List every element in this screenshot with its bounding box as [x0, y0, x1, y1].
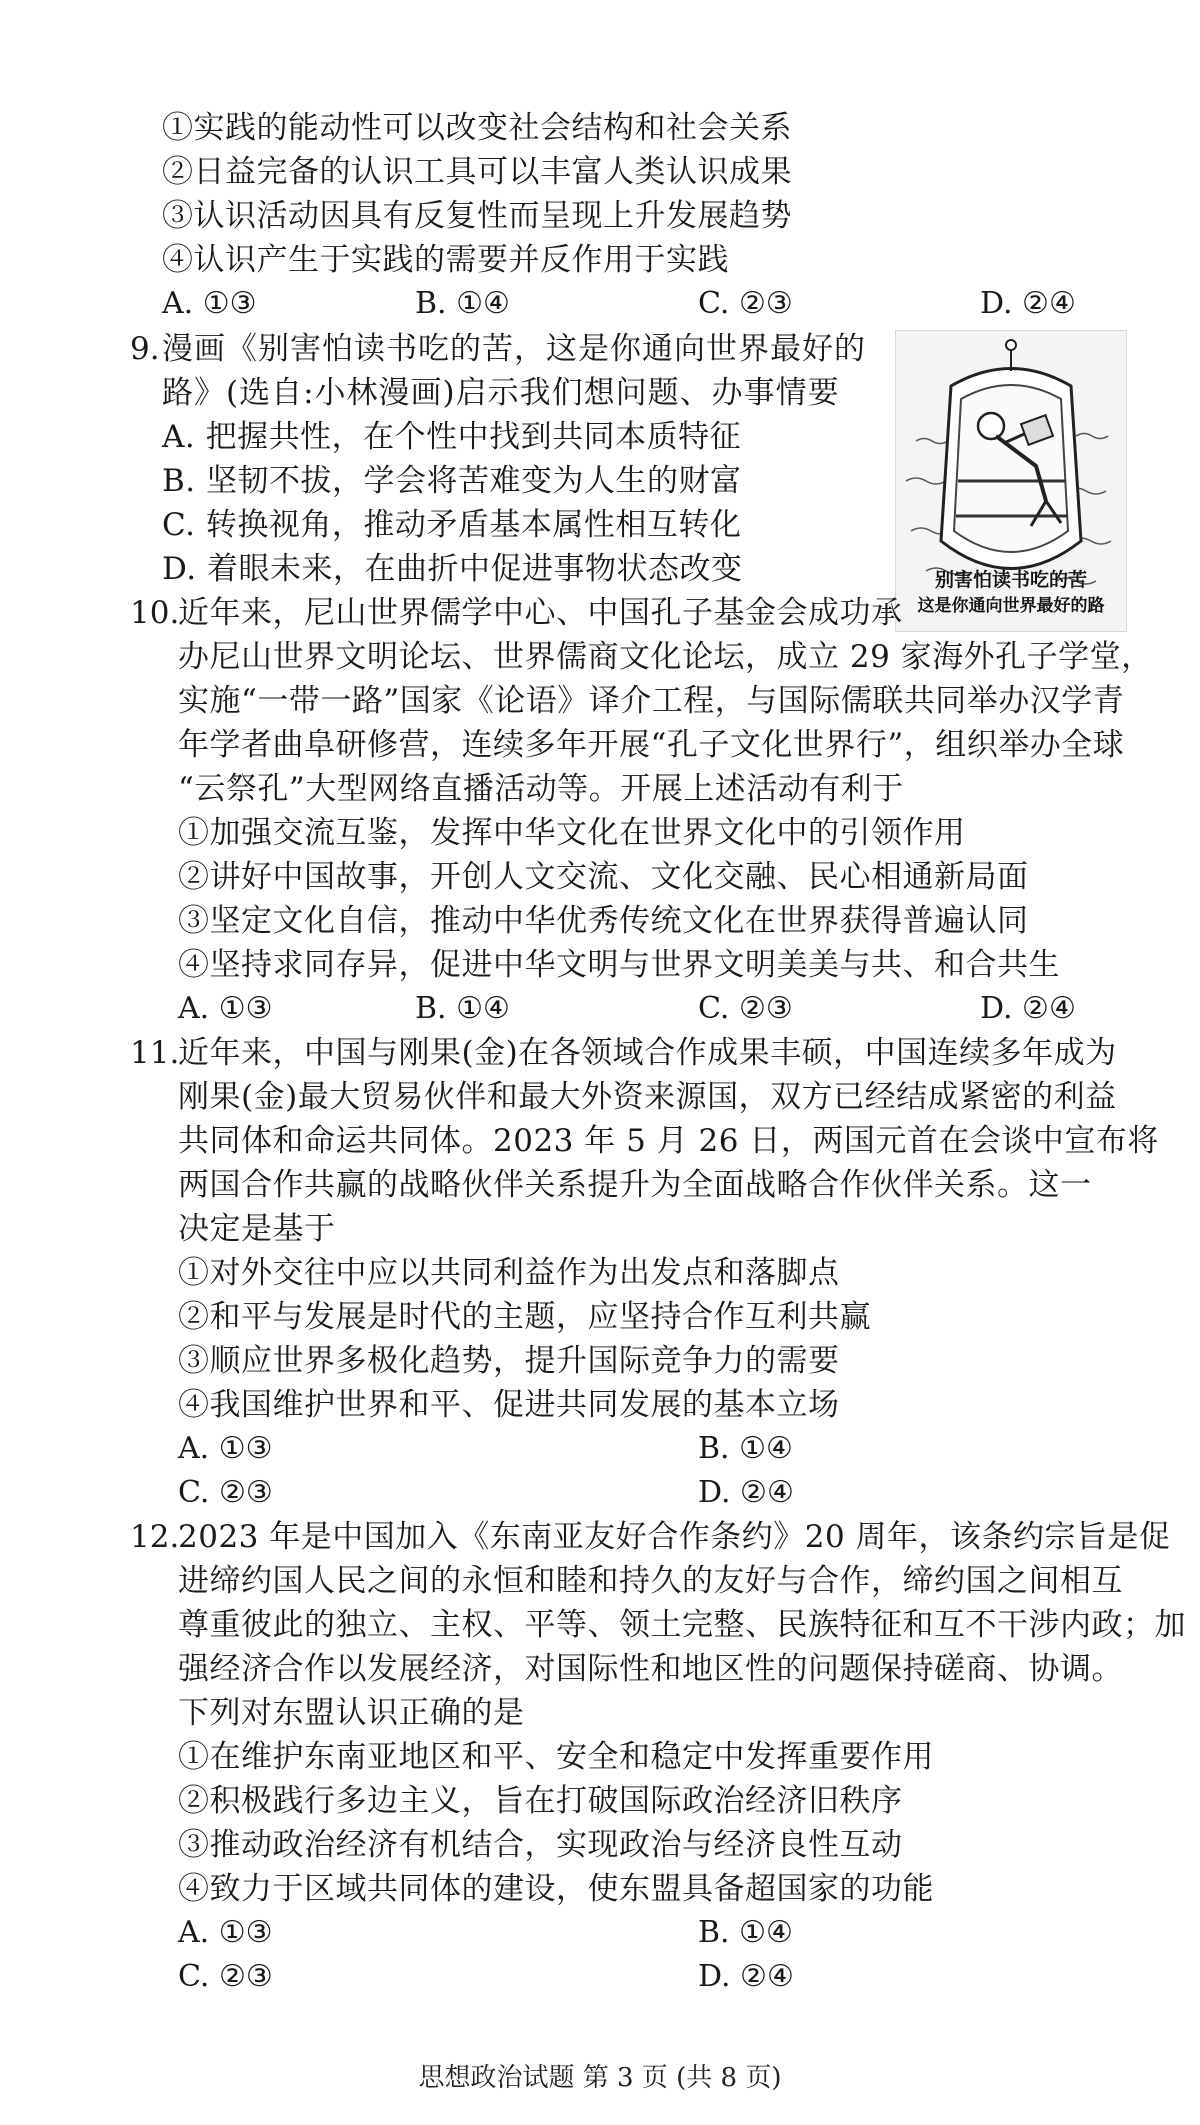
q12-stem-line-2: 进缔约国人民之间的永恒和睦和持久的友好与合作，缔约国之间相互 [178, 1563, 1123, 1599]
q11-option-a[interactable]: A. ①③ [178, 1431, 273, 1466]
q10-statement-3: ③坚定文化自信，推动中华优秀传统文化在世界获得普遍认同 [178, 903, 1029, 939]
q10-option-d[interactable]: D. ②④ [980, 991, 1076, 1026]
q11-number: 11. [130, 1035, 180, 1071]
q8-statement-4: ④认识产生于实践的需要并反作用于实践 [162, 242, 729, 278]
q12-option-b[interactable]: B. ①④ [698, 1915, 793, 1950]
q12-stem-line-4: 强经济合作以发展经济，对国际性和地区性的问题保持磋商、协调。 [178, 1651, 1123, 1687]
q11-statement-2: ②和平与发展是时代的主题，应坚持合作互利共赢 [178, 1299, 871, 1335]
q10-statement-2: ②讲好中国故事，开创人文交流、文化交融、民心相通新局面 [178, 859, 1029, 895]
q11-statement-4: ④我国维护世界和平、促进共同发展的基本立场 [178, 1387, 840, 1423]
q12-option-c[interactable]: C. ②③ [178, 1959, 273, 1994]
q11-stem-line-4: 两国合作共赢的战略伙伴关系提升为全面战略合作伙伴关系。这一 [178, 1167, 1092, 1203]
q8-statement-2: ②日益完备的认识工具可以丰富人类认识成果 [162, 154, 792, 190]
q11-statement-1: ①对外交往中应以共同利益作为出发点和落脚点 [178, 1255, 840, 1291]
q8-option-d[interactable]: D. ②④ [980, 286, 1076, 321]
q11-stem-line-3: 共同体和命运共同体。2023 年 5 月 26 日，两国元首在会谈中宣布将 [178, 1123, 1159, 1159]
q10-option-b[interactable]: B. ①④ [415, 991, 510, 1026]
q11-option-d[interactable]: D. ②④ [698, 1475, 794, 1510]
q11-option-c[interactable]: C. ②③ [178, 1475, 273, 1510]
q8-option-c[interactable]: C. ②③ [698, 286, 793, 321]
q10-statement-1: ①加强交流互鉴，发挥中华文化在世界文化中的引领作用 [178, 815, 966, 851]
q9-option-c[interactable]: C. 转换视角，推动矛盾基本属性相互转化 [162, 507, 742, 543]
q11-stem-line-5: 决定是基于 [178, 1211, 336, 1247]
q8-statement-3: ③认识活动因具有反复性而呈现上升发展趋势 [162, 198, 792, 234]
q12-statement-2: ②积极践行多边主义，旨在打破国际政治经济旧秩序 [178, 1783, 903, 1819]
q8-option-b[interactable]: B. ①④ [415, 286, 510, 321]
q9-option-a[interactable]: A. 把握共性，在个性中找到共同本质特征 [162, 419, 742, 455]
q8-statement-1: ①实践的能动性可以改变社会结构和社会关系 [162, 110, 792, 146]
q9-number: 9. [130, 331, 160, 367]
q11-statement-3: ③顺应世界多极化趋势，提升国际竞争力的需要 [178, 1343, 840, 1379]
q12-stem-line-1: 2023 年是中国加入《东南亚友好合作条约》20 周年，该条约宗旨是促 [178, 1519, 1171, 1555]
q12-statement-4: ④致力于区域共同体的建设，使东盟具备超国家的功能 [178, 1871, 934, 1907]
q8-option-a[interactable]: A. ①③ [162, 286, 257, 321]
q11-option-b[interactable]: B. ①④ [698, 1431, 793, 1466]
q10-statement-4: ④坚持求同存异，促进中华文明与世界文明美美与共、和合共生 [178, 947, 1060, 983]
q12-number: 12. [130, 1519, 180, 1555]
q9-option-d[interactable]: D. 着眼未来，在曲折中促进事物状态改变 [162, 551, 743, 587]
q10-stem-line-4: 年学者曲阜研修营，连续多年开展“孔子文化世界行”，组织举办全球 [178, 727, 1125, 763]
q12-stem-line-5: 下列对东盟认识正确的是 [178, 1695, 525, 1731]
q11-stem-line-2: 刚果(金)最大贸易伙伴和最大外资来源国，双方已经结成紧密的利益 [178, 1079, 1117, 1115]
q9-stem-line-2: 路》(选自:小林漫画)启示我们想问题、办事情要 [162, 375, 840, 411]
comic-image [895, 330, 1127, 632]
q10-option-a[interactable]: A. ①③ [178, 991, 273, 1026]
q12-option-d[interactable]: D. ②④ [698, 1959, 794, 1994]
q10-number: 10. [130, 595, 180, 631]
comic-caption-line-2: 这是你通向世界最好的路 [917, 596, 1105, 616]
q12-option-a[interactable]: A. ①③ [178, 1915, 273, 1950]
q12-statement-3: ③推动政治经济有机结合，实现政治与经济良性互动 [178, 1827, 903, 1863]
q10-option-c[interactable]: C. ②③ [698, 991, 793, 1026]
q10-stem-line-3: 实施“一带一路”国家《论语》译介工程，与国际儒联共同举办汉学青 [178, 683, 1125, 719]
q11-stem-line-1: 近年来，中国与刚果(金)在各领域合作成果丰硕，中国连续多年成为 [178, 1035, 1117, 1071]
q9-stem-line-1: 漫画《别害怕读书吃的苦，这是你通向世界最好的 [162, 331, 866, 367]
comic-caption-line-1: 别害怕读书吃的苦 [934, 569, 1087, 591]
q12-stem-line-3: 尊重彼此的独立、主权、平等、领土完整、民族特征和互不干涉内政；加 [178, 1607, 1186, 1643]
q9-option-b[interactable]: B. 坚韧不拔，学会将苦难变为人生的财富 [162, 463, 742, 499]
q12-statement-1: ①在维护东南亚地区和平、安全和稳定中发挥重要作用 [178, 1739, 934, 1775]
q10-stem-line-2: 办尼山世界文明论坛、世界儒商文化论坛，成立 29 家海外孔子学堂， [178, 639, 1153, 675]
q10-stem-line-5: “云祭孔”大型网络直播活动等。开展上述活动有利于 [178, 771, 904, 807]
q10-stem-line-1: 近年来，尼山世界儒学中心、中国孔子基金会成功承 [178, 595, 903, 631]
page-footer: 思想政治试题 第 3 页 (共 8 页) [418, 2063, 782, 2093]
